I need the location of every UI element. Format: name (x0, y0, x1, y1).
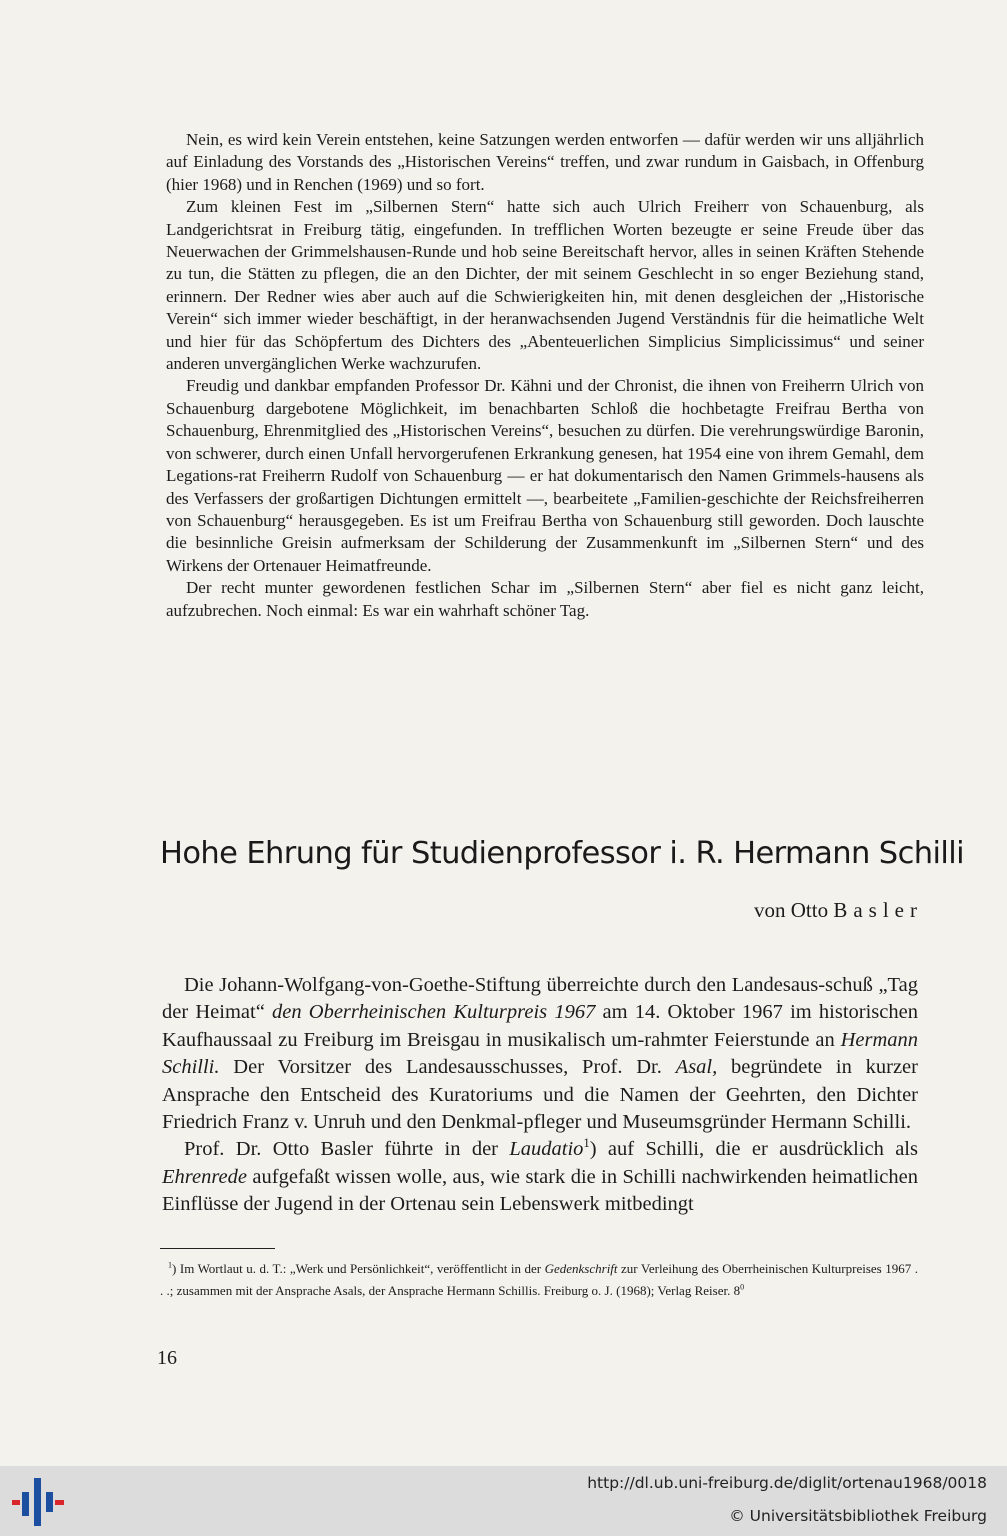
article-byline (754, 898, 923, 923)
footer-bar (0, 1466, 1007, 1536)
italic-run: Gedenkschrift (544, 1261, 618, 1276)
article-body (162, 972, 918, 1219)
page-number: 16 (157, 1347, 177, 1369)
text-run: Die Johann-Wolfgang-von-Goethe-Stiftung überreichte durch den Landesaus-schuß „Tag der Heimat“ (162, 974, 918, 1024)
italic-run: Asal, (675, 1056, 718, 1079)
byline-author: Basler (833, 898, 923, 922)
article-title: Hohe Ehrung für Studienprofessor i. R. Hermann Schilli (160, 836, 964, 871)
paragraph: Zum kleinen Fest im „Silbernen Stern“ hatte sich auch Ulrich Freiherr von Schauenburg, als Landgerichtsrat in Freiburg tätig, eingefunden. In trefflichen Worten bezeugte er seine Freude über das Neuerwachen der Grimmelshausen-Runde und hob seine Bereitschaft hervor, alles in seinen Kräften Stehende zu tun, die Stätten zu pflegen, die an den Dichter, der mit seinem Geschlecht in so enger Beziehung stand, erinnern. Der Redner wies aber auch auf die Schwierigkeiten hin, mit denen desgleichen der „Historische Verein“ sich immer wieder beschäftigt, in der heranwachsenden Jugend Verständnis für die heimatliche Welt und hier für das Schöpfertum des Dichters des „Abenteuerlichen Simplicius Simplicissimus“ und seiner anderen unvergänglichen Werke wachzurufen. (166, 197, 924, 374)
article-top-text (166, 129, 924, 622)
text-run: zur Verleihung des Oberrheinischen Kulturpreises 1967 . . .; zusammen mit der Ansprache Asals, der Ansprache Hermann Schillis. Freiburg o. J. (1968); Verlag Reiser. 8 (160, 1261, 918, 1298)
text-run: aufgefaßt wissen wolle, aus, wie stark die in Schilli nachwirkenden heimatlichen Einflüsse der Jugend in der Ortenau sein Lebenswerk mitbedingt (162, 1165, 918, 1216)
text-run: Prof. Dr. Otto Basler führte in der (184, 1138, 510, 1161)
library-logo-icon (12, 1476, 64, 1528)
text-run: begründete in kurzer Ansprache den Entscheid des Kuratoriums und die Namen der Geehrten, den Dichter Friedrich Franz v. Unruh und den Denkmal-pfleger und Museumsgründer Hermann Schilli. (162, 1056, 918, 1134)
footer-copyright: © Universitätsbibliothek Freiburg (729, 1507, 987, 1525)
italic-run: Hermann Schilli. (162, 1028, 918, 1079)
paragraph: Nein, es wird kein Verein entstehen, keine Satzungen werden entworfen — dafür werden wir uns alljährlich auf Einladung des Vorstands des „Historischen Vereins“ treffen, und zwar rundum in Gaisbach, in Offenburg (hier 1968) und in Renchen (1969) und so fort. (166, 130, 924, 194)
footer-url-link[interactable]: http://dl.ub.uni-freiburg.de/diglit/ortenau1968/0018 (587, 1474, 987, 1492)
paragraph: Freudig und dankbar empfanden Professor Dr. Kähni und der Chronist, die ihnen von Freiherrn Ulrich von Schauenburg dargebotene Möglichkeit, im benachbarten Schloß die hochbetagte Freifrau Bertha von Schauenburg, Ehrenmitglied des „Historischen Vereins“, besuchen zu dürfen. Die verehrungswürdige Baronin, von schwerer, durch einen Unfall hervorgerufenen Erkrankung genesen, hat 1954 eine von ihrem Gemahl, dem Legations-rat Freiherrn Rudolf von Schauenburg — er hat dokumentarisch den Namen Grimmels-hausens als des Verfassers der großartigen Dichtungen ermittelt —, bearbeitete „Familien-geschichte der Reichsfreiherren von Schauenburg“ herausgegeben. Es ist um Freifrau Bertha von Schauenburg still geworden. Doch lauschte die besinnliche Greisin aufmerksam der Schilderung der Zusammenkunft im „Silbernen Stern“ und des Wirkens der Ortenauer Heimatfreunde. (166, 376, 924, 575)
text-run: ) Im Wortlaut u. d. T.: „Werk und Persönlichkeit“, veröffentlicht in der (172, 1261, 545, 1276)
footnote (160, 1258, 918, 1301)
footnote-marker: 1 (168, 1260, 173, 1270)
paragraph: Der recht munter gewordenen festlichen Schar im „Silbernen Stern“ aber fiel es nicht ganz leicht, aufzubrechen. Noch einmal: Es war ein wahrhaft schöner Tag. (166, 578, 924, 620)
text-run: am 14. Oktober 1967 im historischen Kaufhaussaal zu Freiburg im Breisgau in musikalisch um-rahmter Feierstunde an (162, 1001, 918, 1051)
paragraph (162, 1136, 918, 1218)
text-run: 0 (740, 1282, 745, 1292)
italic-run: den Oberrheinischen Kulturpreis 1967 (271, 1001, 596, 1024)
footnote-ref: 1 (583, 1136, 590, 1151)
footnote-divider (160, 1248, 275, 1249)
italic-run: Laudatio (509, 1138, 584, 1161)
paragraph (162, 972, 918, 1136)
text-run: Der Vorsitzer des Landesausschusses, Prof. Dr. (219, 1056, 676, 1079)
byline-prefix: von Otto (754, 898, 829, 922)
italic-run: Ehrenrede (162, 1165, 248, 1188)
text-run: ) auf Schilli, die er ausdrücklich als (589, 1138, 918, 1161)
